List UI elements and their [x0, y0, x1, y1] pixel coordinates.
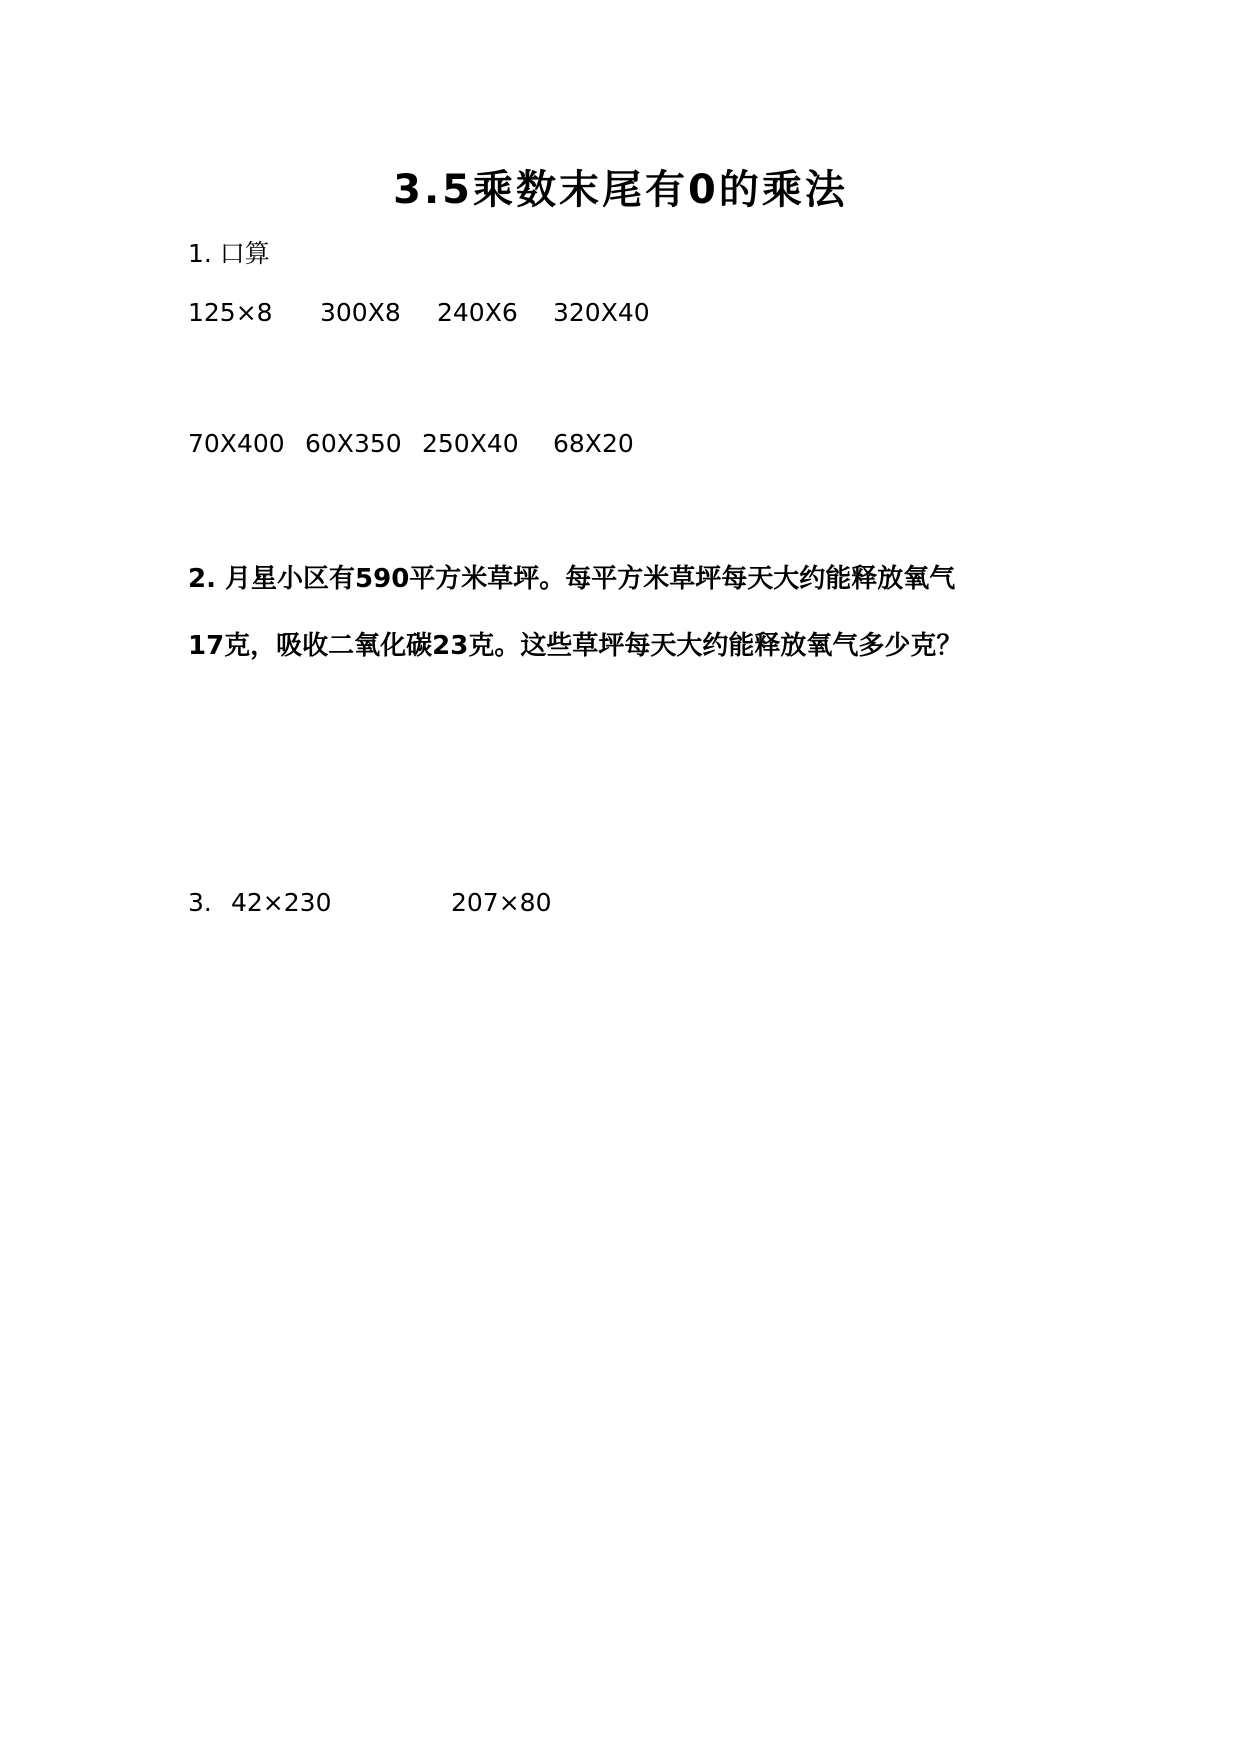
question-3-number: 3. [188, 888, 212, 917]
problem-1-3: 240X6 [437, 298, 518, 327]
written-calc-1: 42×230 [231, 888, 332, 917]
problem-1-1: 125×8 [188, 298, 273, 327]
word-problem-line-1: 2. 月星小区有590平方米草坪。每平方米草坪每天大约能释放氧气 [188, 564, 956, 594]
problem-2-3: 250X40 [422, 429, 519, 458]
written-calc-2: 207×80 [451, 888, 552, 917]
problem-2-2: 60X350 [305, 429, 402, 458]
section-1-heading: 1. 口算 [188, 239, 270, 268]
problem-2-4: 68X20 [553, 429, 634, 458]
problem-2-1: 70X400 [188, 429, 285, 458]
problem-1-4: 320X40 [553, 298, 650, 327]
page-title: 3.5乘数末尾有0的乘法 [393, 167, 848, 213]
problem-1-2: 300X8 [320, 298, 401, 327]
word-problem-line-2: 17克，吸收二氧化碳23克。这些草坪每天大约能释放氧气多少克？ [188, 631, 963, 661]
